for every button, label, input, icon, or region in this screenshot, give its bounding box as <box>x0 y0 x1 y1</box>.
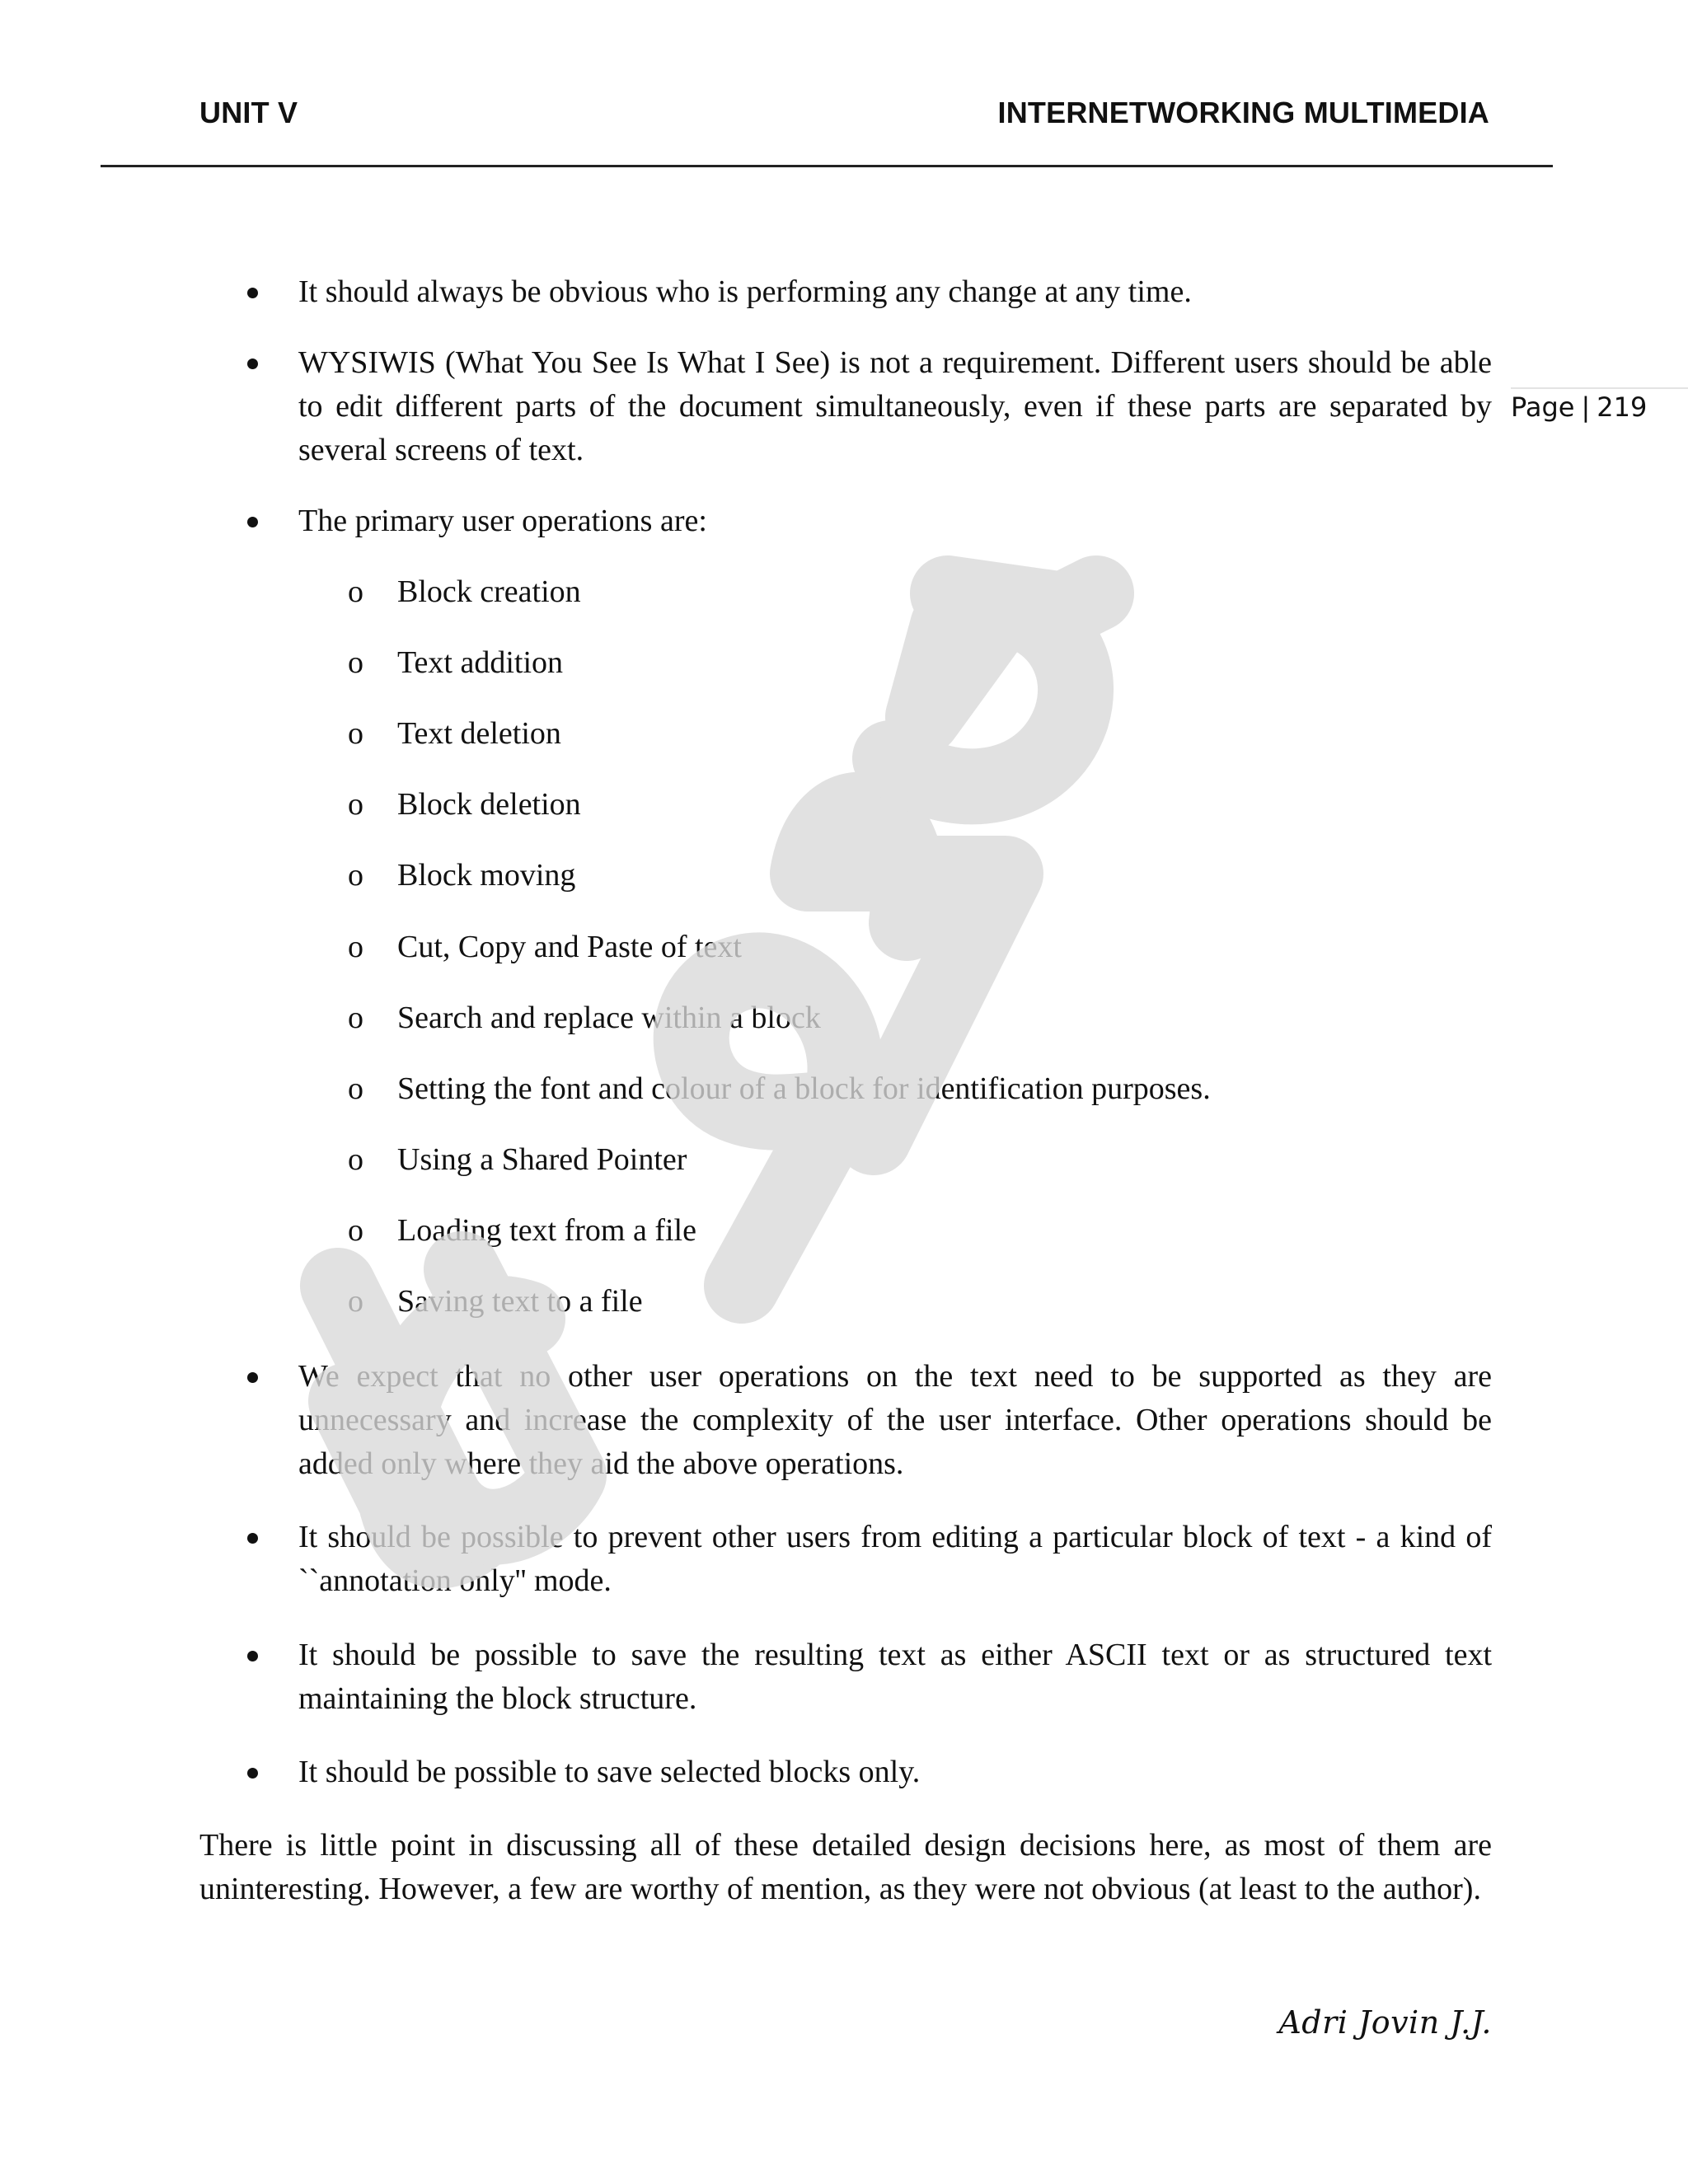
page-number-value: 219 <box>1597 391 1648 423</box>
bullet-item: The primary user operations are: <box>298 499 1492 543</box>
operation-item: o Block creation <box>397 570 1485 614</box>
header-divider <box>101 165 1553 167</box>
bullet-item: It should always be obvious who is performing any change at any time. <box>298 270 1492 314</box>
operation-item: o Loading text from a file <box>397 1209 1485 1253</box>
operation-item: o Saving text to a file <box>397 1280 1485 1324</box>
author-signature: Adri Jovin J.J. <box>1278 2004 1492 2041</box>
operation-item: o Text deletion <box>397 712 1485 756</box>
bullet-item: It should be possible to save the resulting text as either ASCII text or as structured text maintaining the block structure. <box>298 1633 1492 1721</box>
operation-item: o Setting the font and colour of a block for identification purposes. <box>397 1067 1485 1111</box>
bullet-item: It should be possible to save selected blocks only. <box>298 1750 1492 1794</box>
page-label: Page <box>1511 391 1575 423</box>
operation-item: o Using a Shared Pointer <box>397 1138 1485 1182</box>
bullet-item: We expect that no other user operations on the text need to be supported as they are unnecessary and increase the complexity of the user interface. Other operations should be added only where they aid the above operations. <box>298 1355 1492 1486</box>
unit-title: UNIT V <box>199 96 298 129</box>
operation-item: o Block deletion <box>397 783 1485 827</box>
page-number-divider <box>1511 387 1688 389</box>
page-number <box>1511 391 1647 423</box>
bullet-item: WYSIWIS (What You See Is What I See) is not a requirement. Different users should be able to edit different parts of the document simultaneously, even if these parts are separated by several screens of text. <box>298 341 1492 472</box>
operation-item: o Block moving <box>397 854 1485 898</box>
operation-item: o Text addition <box>397 641 1485 685</box>
operation-item: o Search and replace within a block <box>397 996 1485 1040</box>
operation-item: o Cut, Copy and Paste of text <box>397 926 1485 969</box>
subject-title: INTERNETWORKING MULTIMEDIA <box>997 96 1489 129</box>
bullet-item: It should be possible to prevent other users from editing a particular block of text - a kind of ``annotation only'' mode. <box>298 1516 1492 1603</box>
page-separator: | <box>1581 391 1591 423</box>
closing-paragraph: There is little point in discussing all of these detailed design decisions here, as most of them are uninteresting. However, a few are worthy of mention, as they were not obvious (at least to the author). <box>199 1828 1492 1906</box>
